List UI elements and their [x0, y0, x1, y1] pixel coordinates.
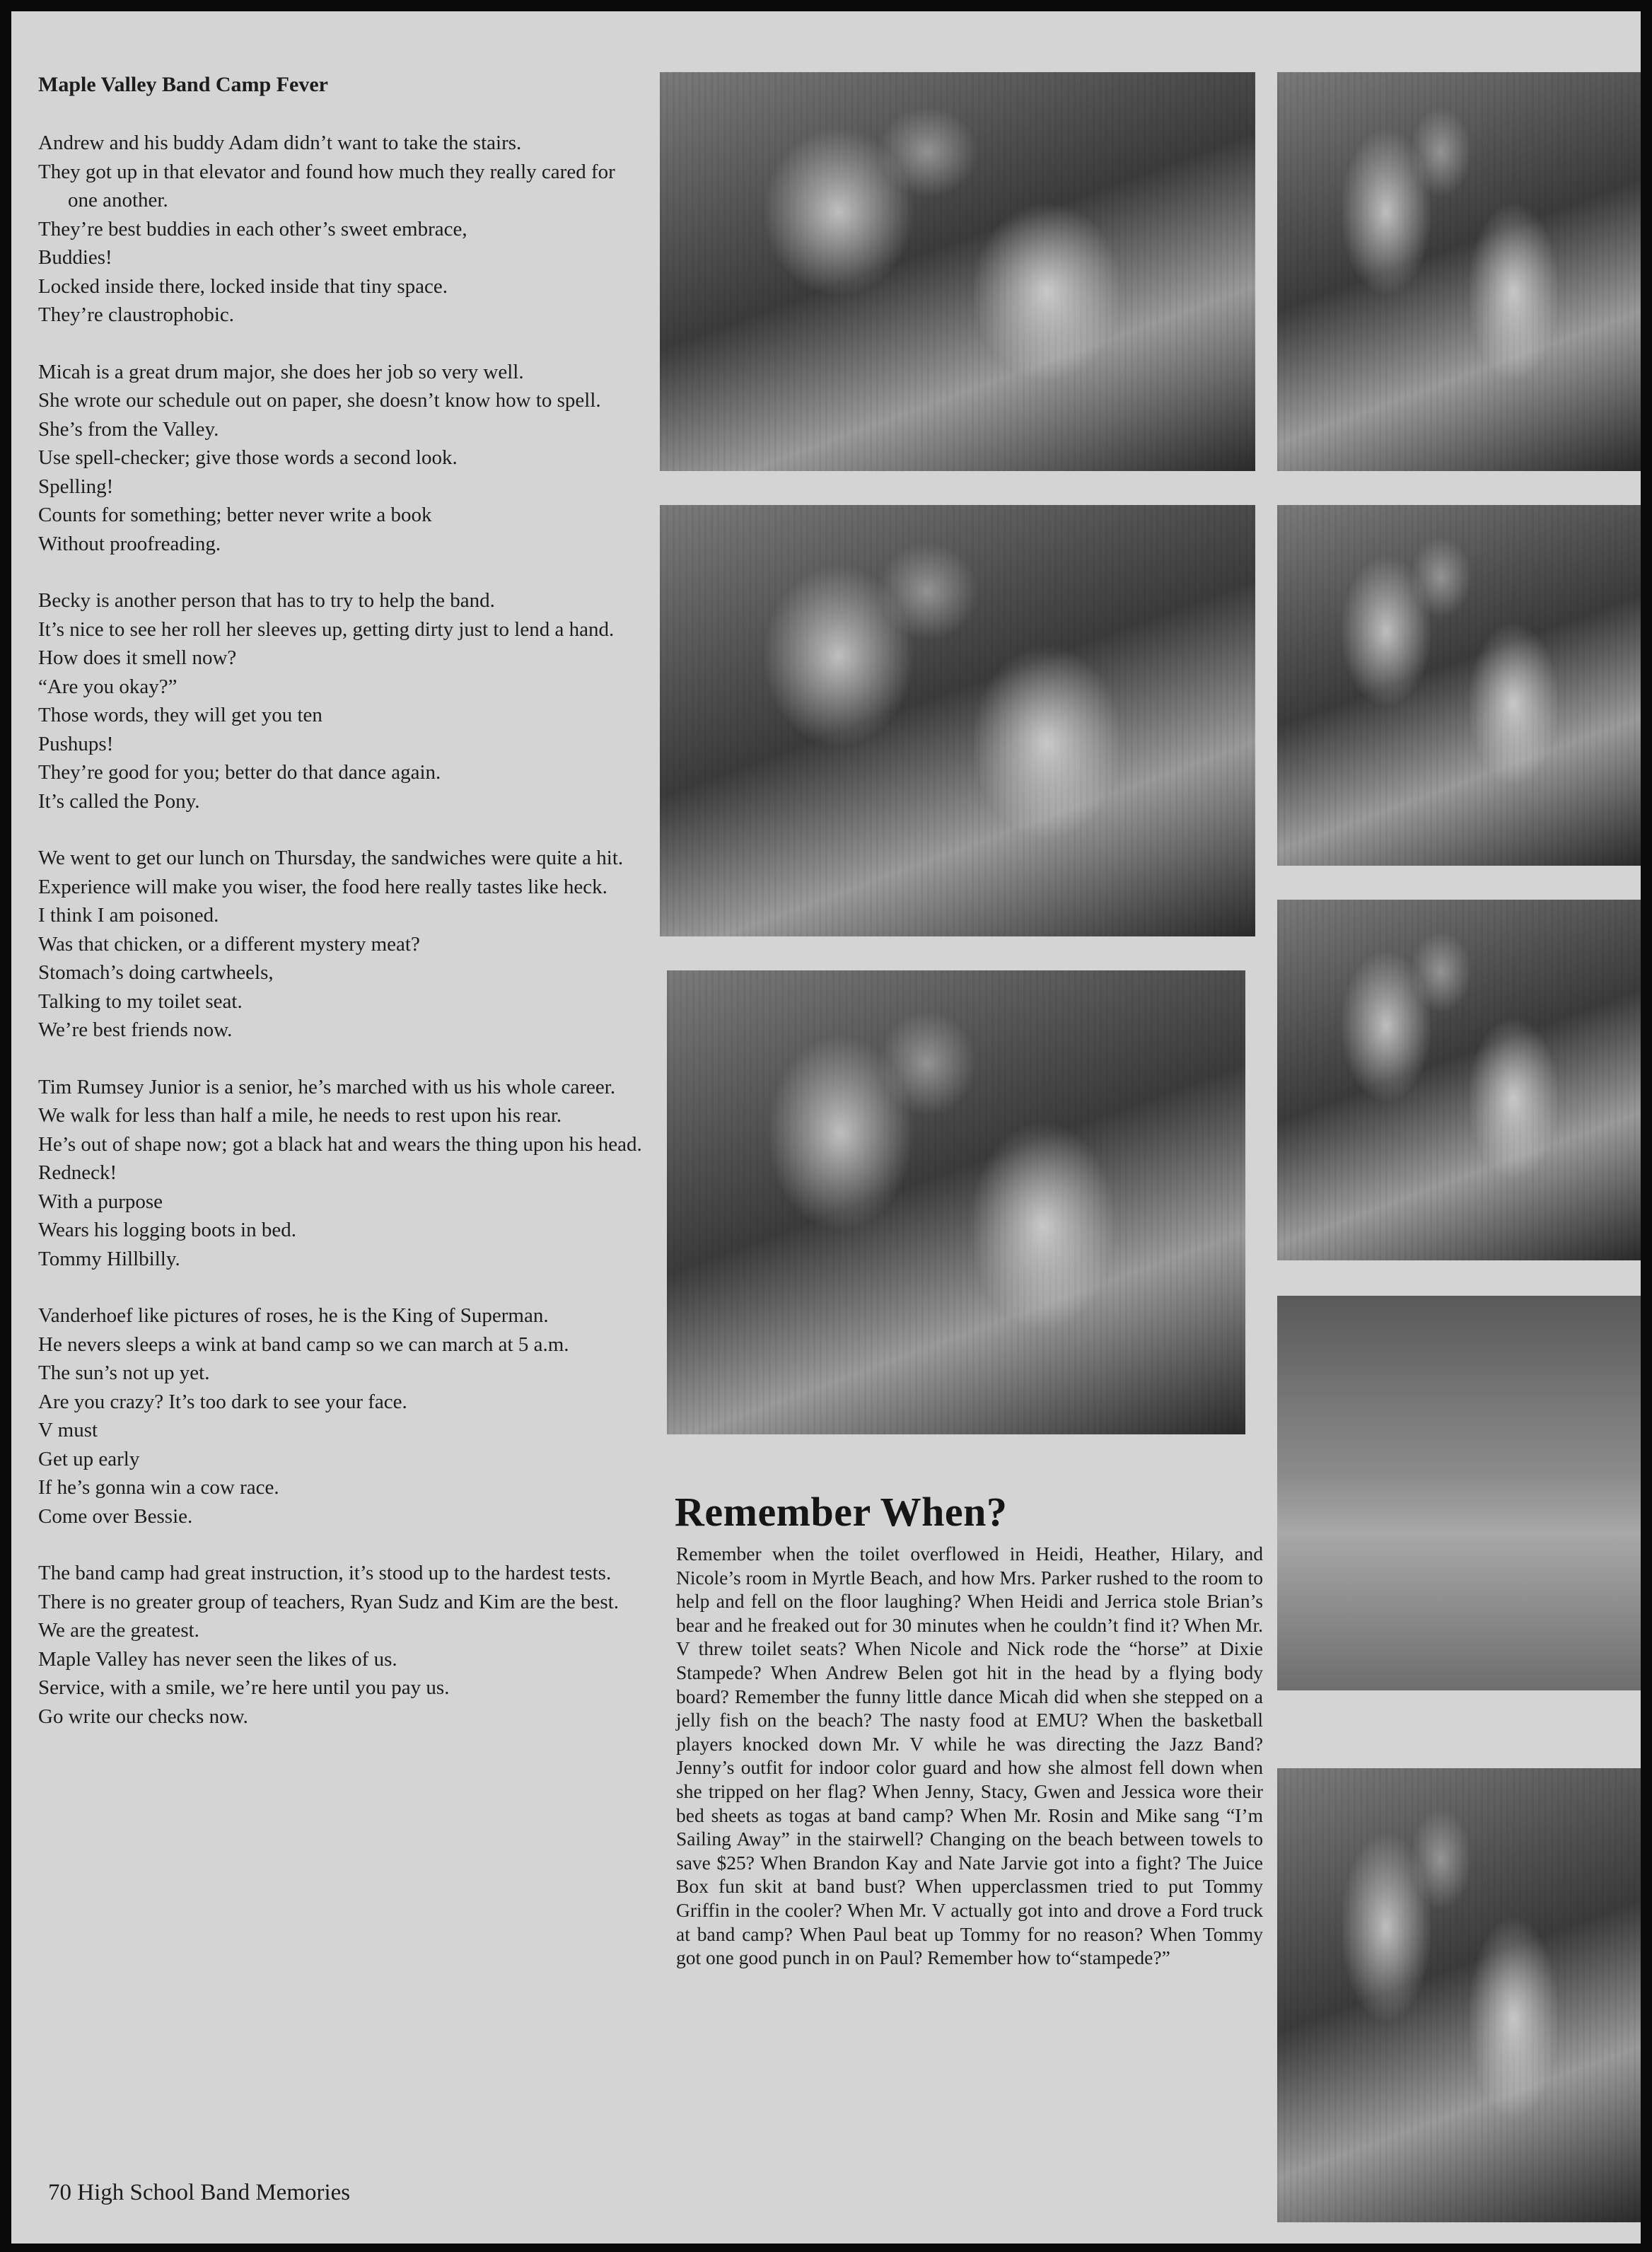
poem-line: She wrote our schedule out on paper, she doesn’t know how to spell.: [38, 389, 601, 412]
poem-line: Service, with a smile, we’re here until you pay us.: [38, 1676, 450, 1699]
poem-title: Maple Valley Band Camp Fever: [38, 73, 328, 96]
poem-line: It’s called the Pony.: [38, 789, 200, 813]
poem-line: Andrew and his buddy Adam didn’t want to take the stairs.: [38, 132, 522, 154]
poem-line: Vanderhoef like pictures of roses, he is the King of Superman.: [38, 1304, 549, 1327]
poem-line: There is no greater group of teachers, Ryan Sudz and Kim are the best.: [38, 1590, 620, 1613]
poem-line: Pushups!: [38, 732, 114, 755]
poem-line: Wears his logging boots in bed.: [38, 1219, 296, 1241]
poem-line: She’s from the Valley.: [38, 417, 219, 441]
poem-stanzas: [38, 129, 646, 1731]
yearbook-page: [11, 11, 1641, 2244]
poem-line: Becky is another person that has to try to help the band.: [38, 589, 495, 612]
poem-line: We walk for less than half a mile, he needs to rest upon his rear.: [38, 1104, 562, 1127]
poem-line: Maple Valley has never seen the likes of us.: [38, 1647, 397, 1671]
poem-line: “Are you okay?”: [38, 675, 178, 698]
poem: [38, 69, 646, 1759]
poem-stanza: [38, 129, 646, 330]
photo-gym-rehearsal: [1277, 1296, 1641, 1690]
poem-line: They’re best buddies in each other’s sweet embrace,: [38, 217, 467, 240]
poem-line: Go write our checks now.: [38, 1705, 248, 1728]
poem-line: Buddies!: [38, 246, 112, 269]
poem-line: Stomach’s doing cartwheels,: [38, 961, 274, 984]
poem-stanza: [38, 844, 646, 1045]
photo-students-near-lockers: [660, 505, 1255, 936]
poem-line: Tim Rumsey Junior is a senior, he’s marched with us his whole career.: [38, 1075, 616, 1098]
remember-when-heading: Remember When?: [675, 1489, 1008, 1535]
poem-line: The sun’s not up yet.: [38, 1362, 210, 1384]
poem-line: Was that chicken, or a different mystery meat?: [38, 932, 420, 956]
photo-girls-with-sheet-music: [660, 72, 1255, 471]
photo-flag-guard: [1277, 1768, 1641, 2222]
poem-line: Tommy Hillbilly.: [38, 1247, 180, 1270]
poem-line: Get up early: [38, 1447, 140, 1470]
poem-line: I think I am poisoned.: [38, 904, 219, 927]
poem-line: Counts for something; better never write a book: [38, 504, 432, 526]
poem-line: Come over Bessie.: [38, 1504, 193, 1528]
remember-when-text: Remember when the toilet overflowed in Heidi, Heather, Hilary, and Nicole’s room in Myrtle Beach, and how Mrs. Parker rushed to the room to help and fell on the floor laughing? When Heidi and Jerrica stole Brian’s bear and he freaked out for 30 minutes when he couldn’t find it? When Mr. V threw toilet seats? When Nicole and Nick rode the “horse” at Dixie Stampede? When Andrew Belen got hit in the head by a flying body board? Remember the funny little dance Micah did when she stepped on a jelly fish on the beach? The nasty food at EMU? When the basketball players knocked down Mr. V while he was directing the Jazz Band? Jenny’s outfit for indoor color guard and how she almost fell down when she tripped on her flag? When Jenny, Stacy, Gwen and Jessica wore their bed sheets as togas at band camp? When Mr. Rosin and Mike sang “I’m Sailing Away” in the stairwell? Changing on the beach between towels to save $25? When Brandon Kay and Nate Jarvie got into a fight? The Juice Box fun skit at band bust? When upperclassmen tried to put Tommy Griffin in the cooler? When Mr. V actually got into and drove a Ford truck at band camp? When Paul beat up Tommy for no reason? When Tommy got one good punch in on Paul? Remember how to“stampede?”: [676, 1543, 1263, 1969]
poem-line: How does it smell now?: [38, 646, 237, 669]
poem-line: V must: [38, 1419, 98, 1441]
poem-stanza: [38, 586, 646, 816]
poem-line: With a purpose: [38, 1190, 163, 1213]
poem-line: Micah is a great drum major, she does her job so very well.: [38, 360, 524, 383]
poem-stanza: [38, 1073, 646, 1274]
poem-line: Use spell-checker; give those words a second look.: [38, 446, 458, 469]
poem-line: They’re good for you; better do that dance again.: [38, 761, 441, 784]
poem-line: He nevers sleeps a wink at band camp so we can march at 5 a.m.: [38, 1333, 569, 1356]
poem-line: Spelling!: [38, 475, 114, 498]
poem-line: Talking to my toilet seat.: [38, 989, 243, 1013]
photo-clarinet-section: [1277, 900, 1641, 1260]
poem-line: Without proofreading.: [38, 532, 221, 555]
photo-drumline: [667, 970, 1245, 1434]
poem-stanza: [38, 1301, 646, 1531]
poem-stanza: [38, 358, 646, 559]
poem-line: Are you crazy? It’s too dark to see your face.: [38, 1390, 407, 1413]
poem-line: The band camp had great instruction, it’s stood up to the hardest tests.: [38, 1562, 612, 1584]
poem-line: Those words, they will get you ten: [38, 704, 322, 726]
photo-smiling-student: [1277, 505, 1641, 866]
poem-line: We’re best friends now.: [38, 1018, 233, 1041]
poem-line: He’s out of shape now; got a black hat and wears the thing upon his head.: [38, 1132, 642, 1156]
poem-line: We are the greatest.: [38, 1619, 199, 1642]
poem-line: They got up in that elevator and found how much they really cared for one another.: [38, 160, 615, 211]
poem-line: Locked inside there, locked inside that tiny space.: [38, 274, 448, 298]
page-footer: 70 High School Band Memories: [48, 2180, 351, 2205]
poem-line: Redneck!: [38, 1161, 117, 1184]
poem-line: They’re claustrophobic.: [38, 303, 235, 326]
poem-line: If he’s gonna win a cow race.: [38, 1476, 279, 1499]
poem-line: We went to get our lunch on Thursday, the sandwiches were quite a hit.: [38, 847, 624, 869]
poem-stanza: [38, 1559, 646, 1731]
poem-line: It’s nice to see her roll her sleeves up, getting dirty just to lend a hand.: [38, 617, 615, 641]
photo-sousaphone-player: [1277, 72, 1641, 471]
poem-line: Experience will make you wiser, the food here really tastes like heck.: [38, 875, 607, 898]
